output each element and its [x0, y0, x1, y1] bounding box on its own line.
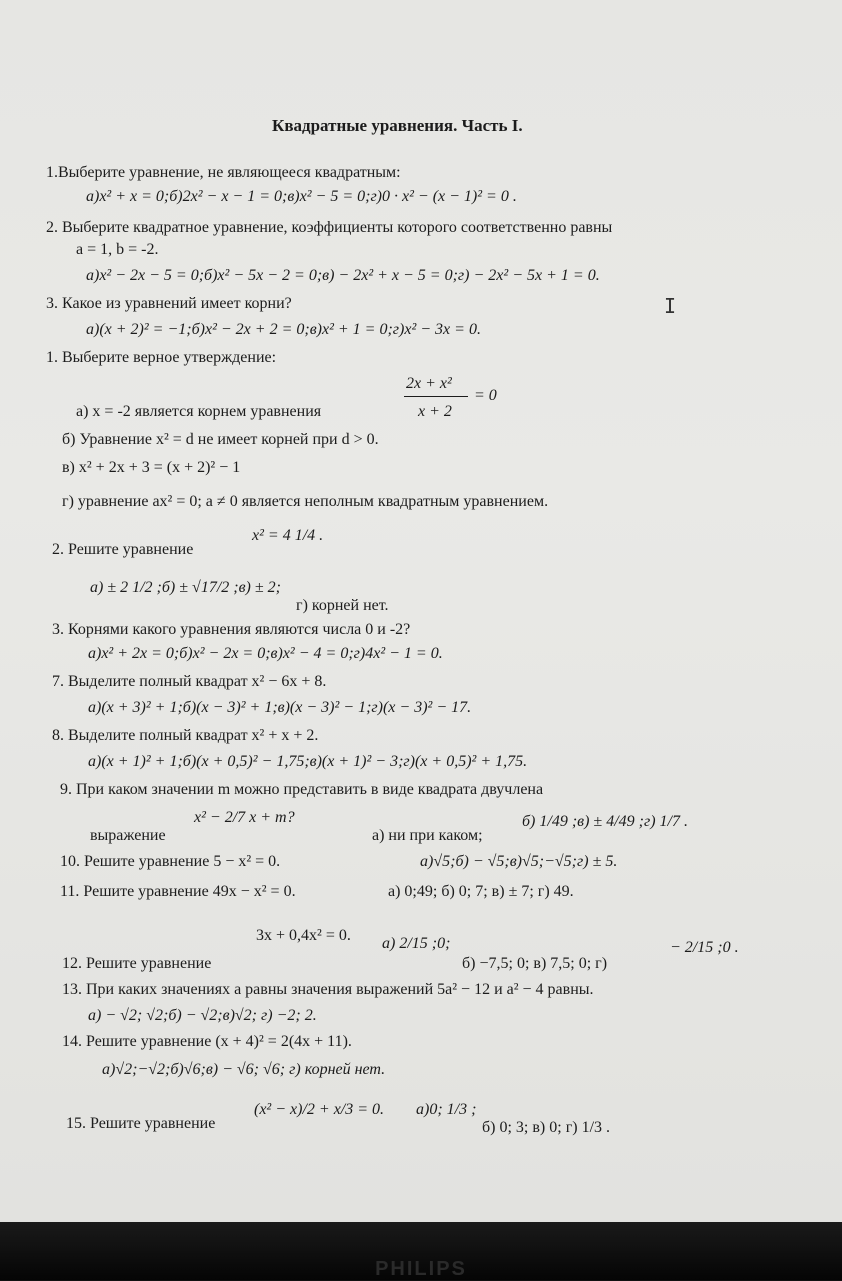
q4-text: 1. Выберите верное утверждение:: [46, 349, 277, 366]
q4-option-d: г) уравнение ax² = 0; a ≠ 0 является неполным квадратным уравнением.: [62, 493, 549, 510]
q4-fraction-numerator: 2x + x²: [406, 375, 452, 392]
text-cursor-icon: I: [664, 294, 677, 318]
q11-options: а) 0;49; б) 0; 7; в) ± 7; г) 49.: [388, 883, 574, 900]
q9-option-a: а) ни при каком;: [372, 827, 483, 844]
q12-options: б) −7,5; 0; в) 7,5; 0; г): [462, 955, 608, 972]
q13-text: 13. При каких значениях a равны значения выражений 5a² − 12 и a² − 4 равны.: [62, 981, 594, 998]
q8-options: а)(x + 1)² + 1;б)(x + 0,5)² − 1,75;в)(x + 1)² − 3;г)(x + 0,5)² + 1,75.: [88, 753, 528, 770]
q15-options: б) 0; 3; в) 0; г) 1/3 .: [482, 1119, 611, 1136]
q12-text: 12. Решите уравнение: [62, 955, 212, 972]
q1-options: а)x² + x = 0;б)2x² − x − 1 = 0;в)x² − 5 = 0;г)0 · x² − (x − 1)² = 0 .: [86, 188, 517, 205]
q5-text: 2. Решите уравнение: [52, 541, 194, 558]
q4-option-c: в) x² + 2x + 3 = (x + 2)² − 1: [62, 459, 241, 476]
q9-options: б) 1/49 ;в) ± 4/49 ;г) 1/7 .: [522, 813, 688, 830]
q15-text: 15. Решите уравнение: [66, 1115, 216, 1132]
q6-options: а)x² + 2x = 0;б)x² − 2x = 0;в)x² − 4 = 0;г)4x² − 1 = 0.: [88, 645, 443, 662]
q4-fraction-bar: [404, 396, 468, 397]
q6-text: 3. Корнями какого уравнения являются числа 0 и -2?: [52, 621, 411, 638]
q2-options: а)x² − 2x − 5 = 0;б)x² − 5x − 2 = 0;в) − 2x² + x − 5 = 0;г) − 2x² − 5x + 1 = 0.: [86, 267, 600, 284]
q15-option-a: а)0; 1/3 ;: [416, 1101, 477, 1118]
q13-options: а) − √2; √2;б) − √2;в)√2; г) −2; 2.: [88, 1007, 317, 1024]
page-title: Квадратные уравнения. Часть I.: [272, 116, 523, 135]
q15-equation: (x² − x)/2 + x/3 = 0.: [254, 1101, 385, 1118]
q5-equation: x² = 4 1/4 .: [252, 527, 324, 544]
q5-options: а) ± 2 1/2 ;б) ± √17/2 ;в) ± 2;: [90, 579, 281, 596]
q12-option-g: − 2/15 ;0 .: [670, 939, 739, 956]
q7-text: 7. Выделите полный квадрат x² − 6x + 8.: [52, 673, 327, 690]
q9-expression-word: выражение: [90, 827, 166, 844]
monitor-brand-logo: PHILIPS: [375, 1258, 467, 1280]
q5-option-g: г) корней нет.: [296, 597, 389, 614]
q14-text: 14. Решите уравнение (x + 4)² = 2(4x + 11).: [62, 1033, 352, 1050]
q2-text: 2. Выберите квадратное уравнение, коэффициенты которого соответственно равны: [46, 219, 613, 236]
q10-options: а)√5;б) − √5;в)√5;−√5;г) ± 5.: [420, 853, 618, 870]
q4-option-b: б) Уравнение x² = d не имеет корней при d > 0.: [62, 431, 379, 448]
q7-options: а)(x + 3)² + 1;б)(x − 3)² + 1;в)(x − 3)² − 1;г)(x − 3)² − 17.: [88, 699, 472, 716]
q12-option-a: а) 2/15 ;0;: [382, 935, 451, 952]
q4-fraction-equals: = 0: [474, 387, 497, 404]
q8-text: 8. Выделите полный квадрат x² + x + 2.: [52, 727, 319, 744]
q4-option-a: а) x = -2 является корнем уравнения: [76, 403, 322, 420]
q3-options: а)(x + 2)² = −1;б)x² − 2x + 2 = 0;в)x² + 1 = 0;г)x² − 3x = 0.: [86, 321, 481, 338]
q12-equation: 3x + 0,4x² = 0.: [256, 927, 351, 944]
q11-text: 11. Решите уравнение 49x − x² = 0.: [60, 883, 296, 900]
q1-text: 1.Выберите уравнение, не являющееся квадратным:: [46, 164, 401, 181]
q4-fraction-denominator: x + 2: [418, 403, 452, 420]
q9-text: 9. При каком значении m можно представить в виде квадрата двучлена: [60, 781, 544, 798]
q14-options: а)√2;−√2;б)√6;в) − √6; √6; г) корней нет.: [102, 1061, 386, 1078]
q3-text: 3. Какое из уравнений имеет корни?: [46, 295, 292, 312]
q10-text: 10. Решите уравнение 5 − x² = 0.: [60, 853, 281, 870]
q2-text-coefficients: a = 1, b = -2.: [76, 241, 159, 258]
q9-expression: x² − 2/7 x + m?: [194, 809, 295, 826]
